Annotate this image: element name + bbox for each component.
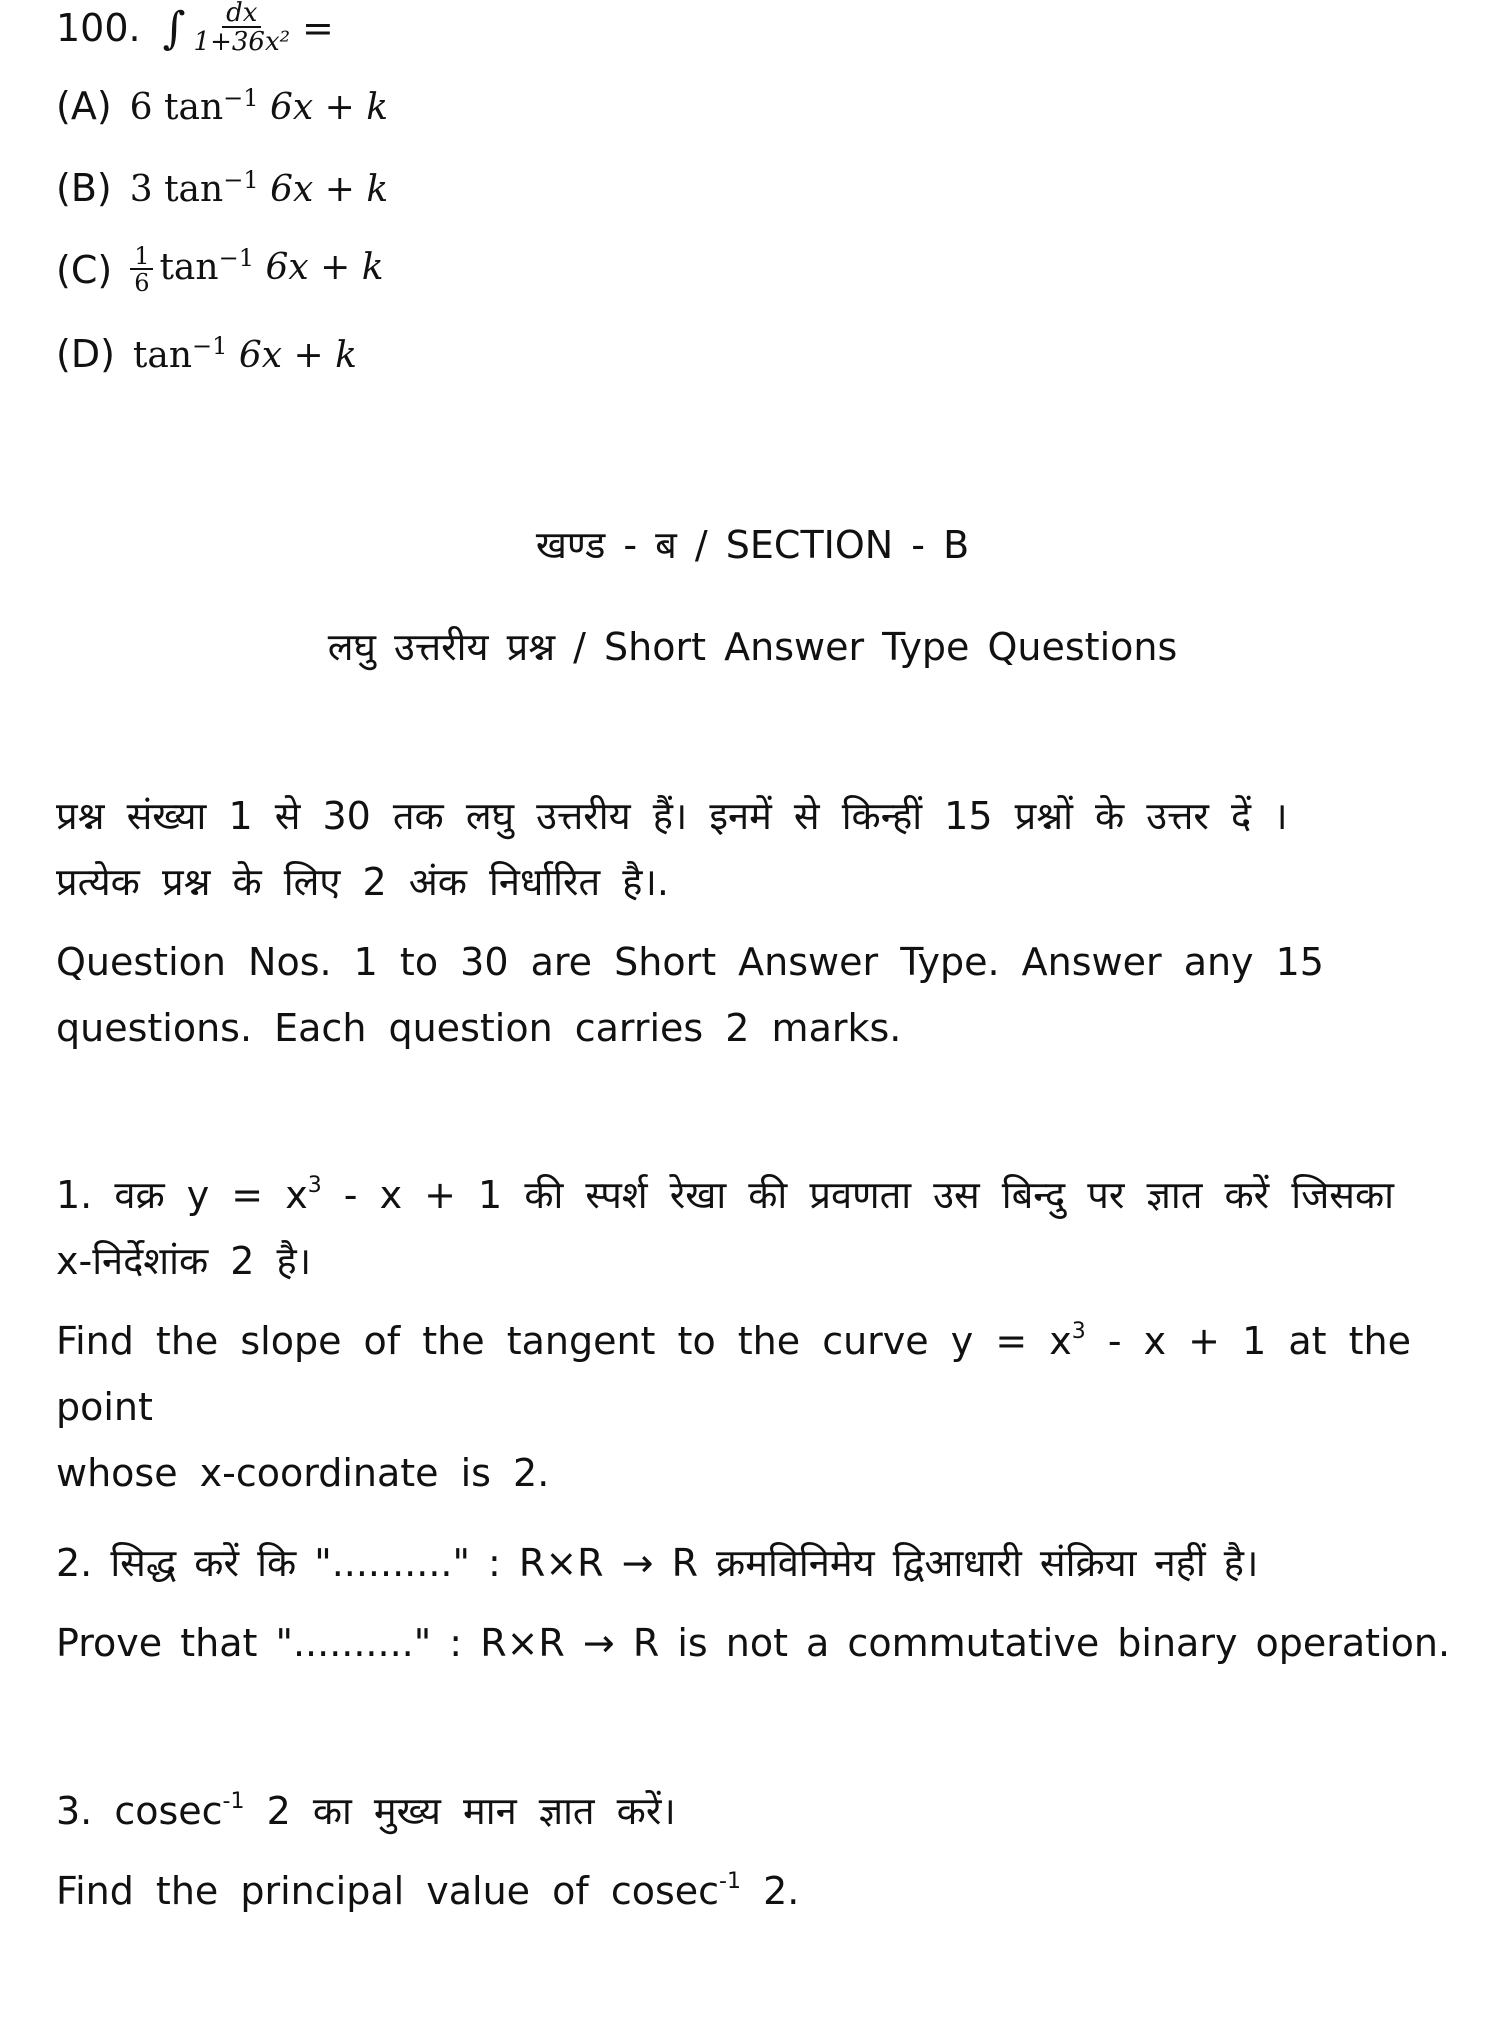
exponent: −1 xyxy=(192,332,228,360)
function-name: tan xyxy=(164,169,224,210)
option-expression xyxy=(130,166,388,210)
question-3-hindi xyxy=(56,1778,1451,1844)
option-expression xyxy=(130,244,383,296)
question-3-english xyxy=(56,1858,1451,1924)
option-label: (D) xyxy=(56,332,115,376)
option-a xyxy=(56,84,388,128)
superscript: -1 xyxy=(719,1869,741,1894)
question-text: 2. xyxy=(740,1869,800,1913)
coefficient-fraction xyxy=(130,244,153,296)
question-100 xyxy=(56,0,334,57)
question-text: - x + 1 at the point xyxy=(56,1319,1411,1429)
exponent: −1 xyxy=(218,244,254,273)
question-text: Find the slope of the tangent to the curve y = x xyxy=(56,1319,1072,1363)
function-name: tan xyxy=(132,335,193,376)
function-name: tan xyxy=(159,247,219,289)
question-text: 3. cosec xyxy=(56,1789,223,1833)
question-2-english: Prove that ".........." : R×R → R is not a commutative binary operation. xyxy=(56,1621,1451,1665)
option-label: (A) xyxy=(56,84,112,128)
question-1-english-line-2: whose x-coordinate is 2. xyxy=(56,1451,550,1495)
question-2-hindi: 2. सिद्ध करें कि ".........." : R×R → R क्रमविनिमेय द्विआधारी संक्रिया नहीं है। xyxy=(56,1541,1259,1585)
function-name: tan xyxy=(164,87,224,128)
superscript: 3 xyxy=(307,1173,322,1198)
option-label: (C) xyxy=(56,248,113,293)
question-number: 100. xyxy=(56,6,141,51)
question-text: 1. वक्र y = x xyxy=(56,1173,308,1217)
question-3 xyxy=(56,1778,1451,1924)
integrand-fraction xyxy=(190,0,295,57)
superscript: 3 xyxy=(1071,1319,1086,1344)
instructions-hindi-line-2: प्रत्येक प्रश्न के लिए 2 अंक निर्धारित है।. xyxy=(56,860,669,904)
option-label: (B) xyxy=(56,166,112,210)
argument: 6x + k xyxy=(238,335,357,376)
integral-sign: ∫ xyxy=(162,2,186,54)
superscript: -1 xyxy=(222,1789,245,1814)
option-c xyxy=(56,244,384,296)
question-1-hindi xyxy=(56,1162,1451,1228)
argument: 6x + k xyxy=(265,247,384,289)
question-text: Find the principal value of cosec xyxy=(56,1869,720,1913)
question-text: - x + 1 की स्पर्श रेखा की प्रवणता उस बिन्दु पर ज्ञात करें जिसका xyxy=(321,1173,1394,1217)
question-1-hindi-line-2: x-निर्देशांक 2 है। xyxy=(56,1239,312,1283)
argument: 6x + k xyxy=(270,169,389,210)
section-title: खण्ड - ब / SECTION - B xyxy=(535,523,970,567)
fraction-numerator: dx xyxy=(222,0,261,28)
question-text: 2 का मुख्य मान ज्ञात करें। xyxy=(244,1789,676,1833)
instructions-hindi-line-1: प्रश्न संख्या 1 से 30 तक लघु उत्तरीय हैं। इनमें से किन्हीं 15 प्रश्नों के उत्तर दें । xyxy=(56,794,1288,838)
option-b xyxy=(56,166,388,210)
exponent: −1 xyxy=(223,166,259,194)
question-1-english xyxy=(56,1308,1451,1440)
equals-sign: = xyxy=(302,6,334,51)
instructions xyxy=(56,783,1451,1061)
exponent: −1 xyxy=(223,84,259,112)
question-2 xyxy=(56,1530,1451,1676)
fraction-denominator: 6 xyxy=(134,269,150,297)
coefficient: 6 xyxy=(129,87,153,128)
instructions-english-line-1: Question Nos. 1 to 30 are Short Answer Type. Answer any 15 xyxy=(56,940,1324,984)
fraction-numerator: 1 xyxy=(130,244,153,270)
argument: 6x + k xyxy=(269,87,389,128)
fraction-denominator: 1+36x² xyxy=(193,27,291,57)
option-expression xyxy=(133,332,357,376)
coefficient: 3 xyxy=(129,169,153,210)
instructions-english-line-2: questions. Each question carries 2 marks. xyxy=(56,1006,902,1050)
option-d xyxy=(56,332,357,376)
section-subtitle: लघु उत्तरीय प्रश्न / Short Answer Type Questions xyxy=(327,625,1178,669)
question-1 xyxy=(56,1162,1451,1506)
option-expression xyxy=(130,84,388,128)
